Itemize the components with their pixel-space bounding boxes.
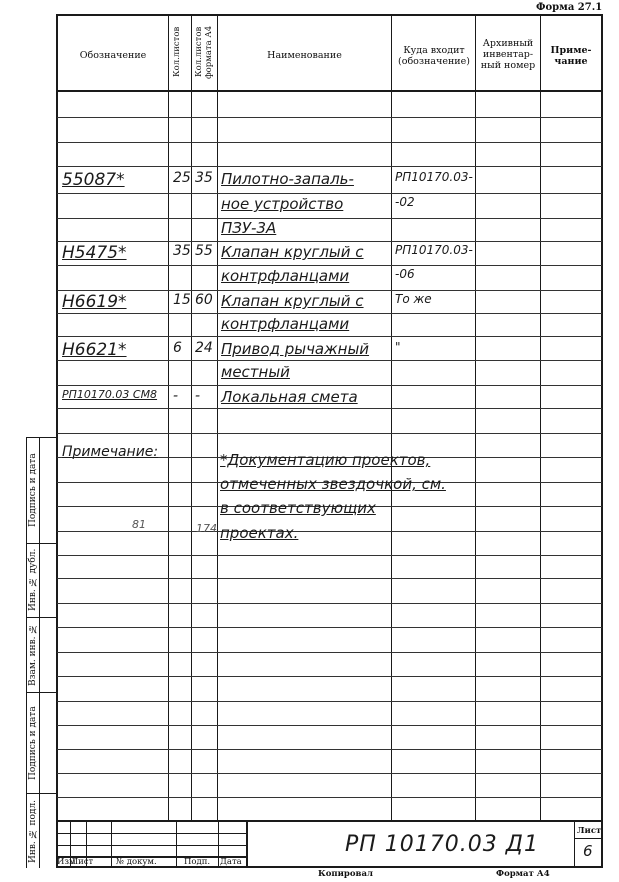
row-sheets: 25 (173, 170, 191, 186)
total-sheets: 81 (132, 518, 146, 531)
side-dup-inv: Инв. № дубл. (28, 548, 38, 612)
row-name: Локальная смета (221, 388, 358, 406)
row-sheets: 35 (173, 243, 191, 259)
row-a4: 60 (195, 292, 213, 308)
header-name: Наименование (267, 50, 342, 61)
tb-signature: Подп. (184, 857, 211, 867)
row-name: ПЗУ-3А (221, 219, 277, 237)
header-a4-count: Кол.листов формата А4 (194, 25, 214, 79)
note-line-4: проектах. (220, 524, 299, 542)
note-line-3: в соответствующих (220, 499, 376, 517)
tb-change: Изм (57, 857, 76, 867)
header-designation: Обозначение (79, 50, 147, 61)
row-sheets: 6 (173, 340, 182, 356)
total-a4: 174 (196, 522, 217, 535)
row-where-used: -06 (395, 267, 415, 281)
row-where-used: " (395, 340, 401, 354)
tb-copied: Копировал (318, 869, 373, 879)
row-name: Привод рычажный (221, 340, 370, 358)
tb-format: Формат А4 (496, 869, 550, 879)
row-designation: Н6621* (62, 340, 127, 360)
row-name: контрфланцами (221, 267, 350, 285)
row-where-used: -02 (395, 195, 415, 209)
header-where-used: Куда входит (обозначение) (398, 45, 470, 67)
row-designation: Н5475* (62, 243, 127, 263)
side-sign-date-1: Подпись и дата (28, 453, 38, 527)
tb-sheet-number: 6 (583, 842, 593, 860)
row-sheets: - (173, 388, 179, 404)
row-name: Пилотно-запаль- (221, 170, 354, 188)
row-a4: - (195, 388, 201, 404)
side-sign-date-2: Подпись и дата (28, 706, 38, 780)
row-name: ное устройство (221, 195, 344, 213)
tb-sheet: Лист (71, 857, 94, 867)
side-orig-inv: Инв. № подл. (28, 799, 38, 863)
tb-sheet-label: Лист (577, 826, 602, 836)
row-a4: 24 (195, 340, 213, 356)
row-a4: 55 (195, 243, 213, 259)
row-designation: 55087* (62, 170, 125, 190)
row-name: Клапан круглый с (221, 292, 364, 310)
note-line-2: отмеченных звездочкой, см. (220, 475, 446, 493)
header-note: Приме- чание (550, 45, 592, 67)
header-sheets-count: Кол.листов (172, 26, 182, 78)
document-code: РП 10170.03 Д1 (345, 832, 539, 857)
tb-date: Дата (220, 857, 242, 867)
side-replace-inv: Взам. инв. № (28, 623, 38, 687)
form-label: Форма 27.1 (536, 2, 603, 13)
note-label: Примечание: (62, 444, 159, 460)
note-line-1: *Документацию проектов, (220, 451, 431, 469)
row-designation: РП10170.03 СМ8 (62, 388, 158, 401)
row-name: Клапан круглый с (221, 243, 364, 261)
row-name: контрфланцами (221, 315, 350, 333)
row-where-used: РП10170.03- (395, 243, 473, 257)
row-where-used: РП10170.03- (395, 170, 473, 184)
tb-doc-number: № докум. (116, 857, 157, 867)
row-name: местный (221, 363, 290, 381)
row-a4: 35 (195, 170, 213, 186)
header-archive-number: Архивный инвентар- ный номер (480, 38, 536, 71)
row-designation: Н6619* (62, 292, 127, 312)
row-sheets: 15 (173, 292, 191, 308)
row-where-used: То же (395, 292, 432, 306)
